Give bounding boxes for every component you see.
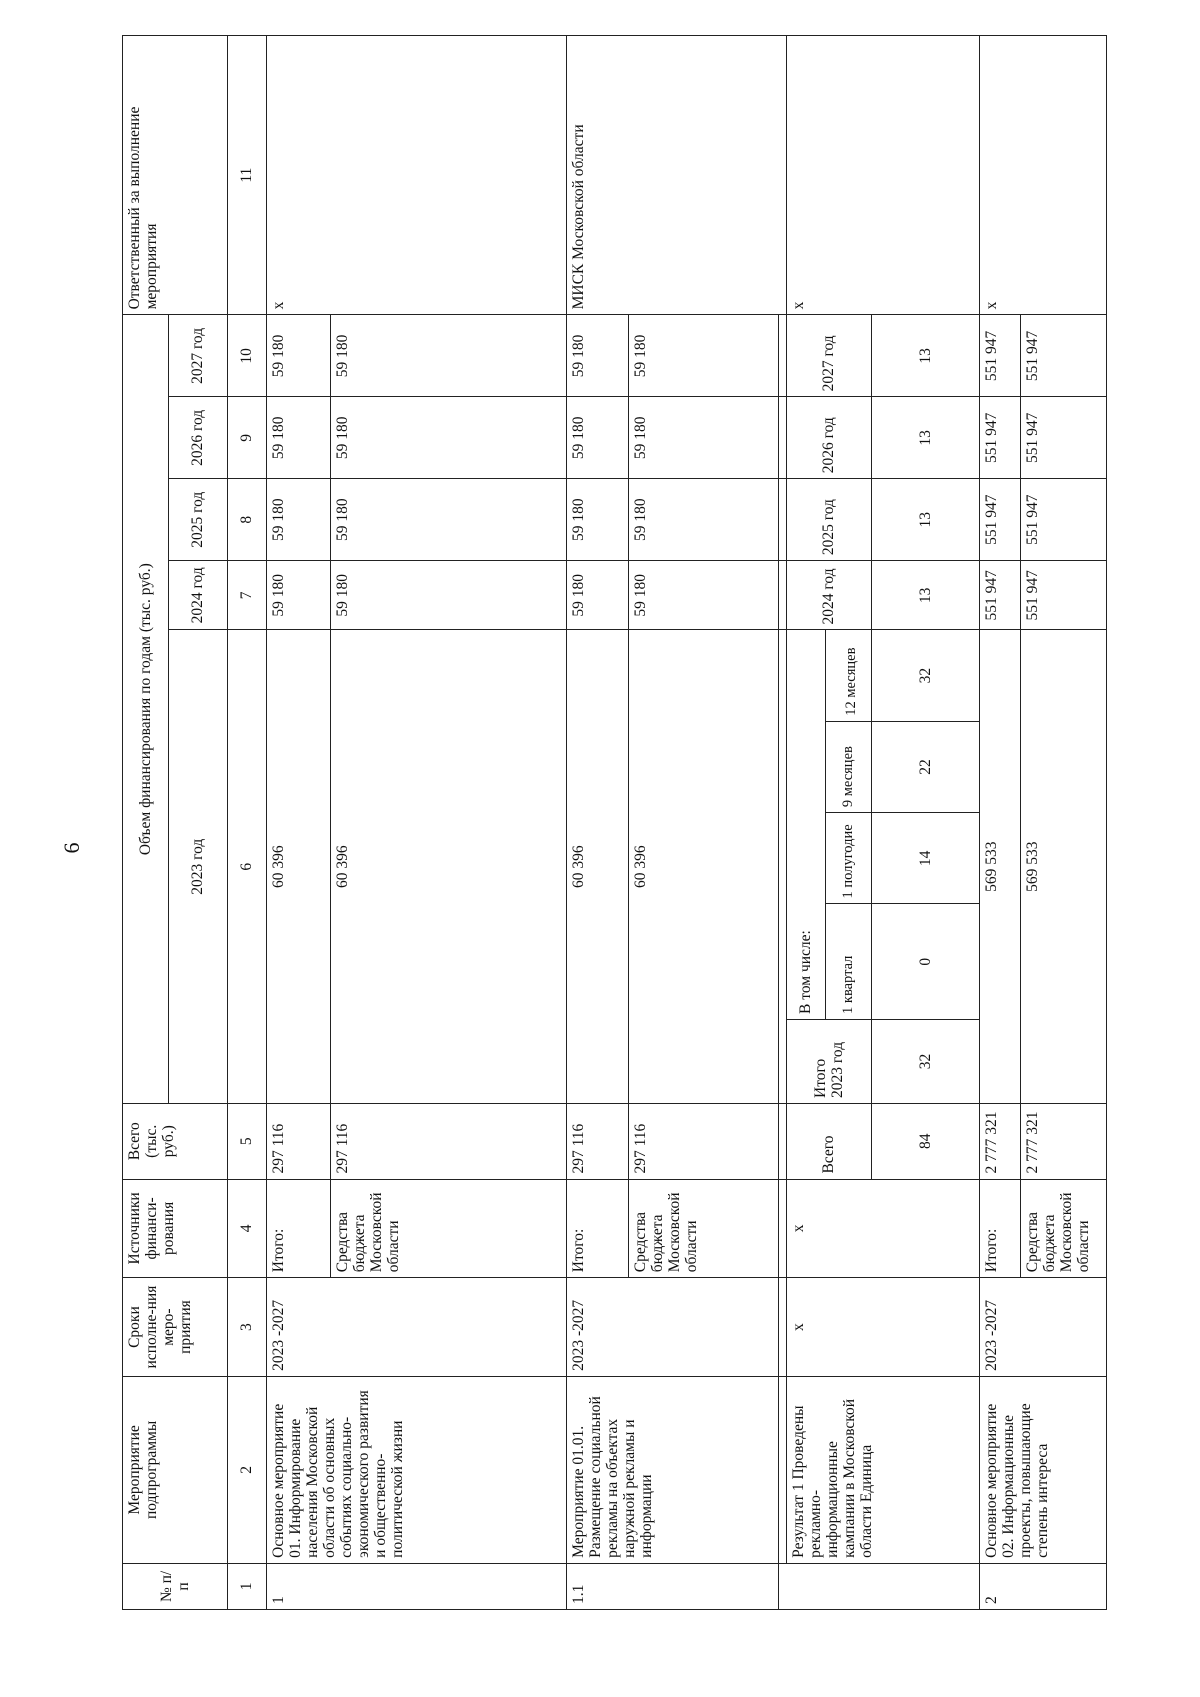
row2-2025: 551 947 xyxy=(980,479,1021,561)
row2-2027: 551 947 xyxy=(980,315,1021,397)
row11-responsible: МИСК Московской области xyxy=(566,36,786,315)
header-num: № п/п xyxy=(123,1563,228,1609)
header-2027: 2027 год xyxy=(168,315,227,397)
col-number: 9 xyxy=(227,397,266,479)
row11-2024: 59 180 xyxy=(566,561,629,630)
row11-spacer xyxy=(778,479,786,561)
result1-m12-top xyxy=(825,630,832,721)
row11-num: 1.1 xyxy=(566,1563,778,1609)
col-number: 1 xyxy=(227,1563,266,1609)
row1-budget-2024: 59 180 xyxy=(330,561,566,630)
result1-term: х xyxy=(786,1278,979,1377)
row11-budget-2026: 59 180 xyxy=(629,397,778,479)
result1-num xyxy=(786,1563,979,1609)
row2-budget-2026: 551 947 xyxy=(1021,397,1107,479)
row1-total: 297 116 xyxy=(266,1103,330,1179)
result1-incl-label: В том числе: xyxy=(786,630,825,1020)
row11-budget-2027: 59 180 xyxy=(629,315,778,397)
row1-2025: 59 180 xyxy=(266,479,330,561)
row11-budget-2025: 59 180 xyxy=(629,479,778,561)
row1-2026: 59 180 xyxy=(266,397,330,479)
row11-spacer xyxy=(778,1179,786,1278)
result1-src: х xyxy=(786,1179,979,1278)
result1-name: Результат 1 Проведены рекламно-информационные кампании в Московской области Единица xyxy=(786,1376,979,1563)
row2-src-total: Итого: xyxy=(980,1179,1021,1278)
col-number: 8 xyxy=(227,479,266,561)
result1-q1: 0 xyxy=(871,904,979,1019)
row11-total: 297 116 xyxy=(566,1103,629,1179)
row1-term: 2023 -2027 xyxy=(266,1278,566,1377)
row1-src-total: Итого: xyxy=(266,1179,330,1278)
row1-2027: 59 180 xyxy=(266,315,330,397)
row11-2025: 59 180 xyxy=(566,479,629,561)
result1-2025: 13 xyxy=(871,479,979,561)
row1-num: 1 xyxy=(266,1563,566,1609)
result1-2026-label: 2026 год xyxy=(786,397,871,479)
row11-spacer xyxy=(778,561,786,630)
result1-m9: 22 xyxy=(871,721,979,812)
result1-itogo: 32 xyxy=(871,1019,979,1103)
row2-budget-2023: 569 533 xyxy=(1021,630,1107,1104)
row1-name: Основное мероприятие 01. Информирование населения Московской области об основных событиях социально-экономического развития и общественно-политической жизни xyxy=(266,1376,566,1563)
col-number: 3 xyxy=(227,1278,266,1377)
col-number: 10 xyxy=(227,315,266,397)
row1-2024: 59 180 xyxy=(266,561,330,630)
result1-2024-label: 2024 год xyxy=(786,561,871,630)
row2-budget-2025: 551 947 xyxy=(1021,479,1107,561)
row2-budget-2027: 551 947 xyxy=(1021,315,1107,397)
row2-budget-2024: 551 947 xyxy=(1021,561,1107,630)
row2-src-budget: Средства бюджета Московской области xyxy=(1021,1179,1107,1278)
row11-budget-total: 297 116 xyxy=(629,1103,778,1179)
financing-table xyxy=(122,35,1107,1610)
row11-spacer xyxy=(778,1103,786,1179)
row11-2027: 59 180 xyxy=(566,315,629,397)
header-2023: 2023 год xyxy=(168,630,227,1104)
row2-name: Основное мероприятие 02. Информационные проекты, повышающие степень интереса xyxy=(980,1376,1107,1563)
header-measure: Мероприятие подпрограммы xyxy=(123,1376,228,1563)
row1-budget-2023: 60 396 xyxy=(330,630,566,1104)
row11-name: Мероприятие 01.01. Размещение социальной рекламы на объектах наружной рекламы и информации xyxy=(566,1376,778,1563)
row11-spacer xyxy=(778,1563,786,1609)
header-responsible: Ответственный за выполнение мероприятия xyxy=(123,36,228,315)
row11-budget-2023: 60 396 xyxy=(629,630,778,1104)
result1-2026: 13 xyxy=(871,397,979,479)
col-number: 5 xyxy=(227,1103,266,1179)
row11-src-budget: Средства бюджета Московской области xyxy=(629,1179,778,1278)
row1-responsible: х xyxy=(266,36,566,315)
result1-q1-label: 1 квартал xyxy=(825,904,871,1019)
result1-m12-label: 12 месяцев xyxy=(833,630,872,721)
header-2026: 2026 год xyxy=(168,397,227,479)
result1-m9-label: 9 месяцев xyxy=(825,721,871,812)
row1-budget-2027: 59 180 xyxy=(330,315,566,397)
row1-2023: 60 396 xyxy=(266,630,330,1104)
result1-m12: 32 xyxy=(871,630,979,721)
row11-src-total: Итого: xyxy=(566,1179,629,1278)
row11-spacer xyxy=(778,1278,786,1377)
row11-spacer xyxy=(778,630,786,1104)
result1-h1-label: 1 полугодие xyxy=(825,813,871,904)
header-volume: Объем финансирования по годам (тыс. руб.) xyxy=(123,315,169,1104)
row2-total: 2 777 321 xyxy=(980,1103,1021,1179)
row2-num: 2 xyxy=(980,1563,1107,1609)
result1-2024: 13 xyxy=(871,561,979,630)
col-number: 11 xyxy=(227,36,266,315)
result1-responsible: х xyxy=(786,36,979,315)
result1-h1: 14 xyxy=(871,813,979,904)
page-number: 6 xyxy=(59,842,84,854)
header-2025: 2025 год xyxy=(168,479,227,561)
result1-total-label: Всего xyxy=(786,1103,871,1179)
row2-term: 2023 -2027 xyxy=(980,1278,1107,1377)
row2-responsible: х xyxy=(980,36,1107,315)
col-number: 2 xyxy=(227,1376,266,1563)
header-total: Всего (тыс. руб.) xyxy=(123,1103,228,1179)
header-2024: 2024 год xyxy=(168,561,227,630)
col-number: 4 xyxy=(227,1179,266,1278)
row11-spacer xyxy=(778,315,786,397)
header-terms: Сроки исполне-ния меро-приятия xyxy=(123,1278,228,1377)
row11-budget-2024: 59 180 xyxy=(629,561,778,630)
result1-2027: 13 xyxy=(871,315,979,397)
result1-2027-label: 2027 год xyxy=(786,315,871,397)
row2-2023: 569 533 xyxy=(980,630,1021,1104)
row1-src-budget: Средства бюджета Московской области xyxy=(330,1179,566,1278)
result1-itogo-label: Итого 2023 год xyxy=(786,1019,871,1103)
row11-spacer xyxy=(778,397,786,479)
col-number: 7 xyxy=(227,561,266,630)
row2-2024: 551 947 xyxy=(980,561,1021,630)
result1-total: 84 xyxy=(871,1103,979,1179)
rotated-table-container xyxy=(122,35,1107,1610)
row11-term: 2023 -2027 xyxy=(566,1278,778,1377)
row1-budget-2025: 59 180 xyxy=(330,479,566,561)
row1-budget-total: 297 116 xyxy=(330,1103,566,1179)
result1-2025-label: 2025 год xyxy=(786,479,871,561)
col-number: 6 xyxy=(227,630,266,1104)
row11-2026: 59 180 xyxy=(566,397,629,479)
row2-2026: 551 947 xyxy=(980,397,1021,479)
header-sources: Источники финанси-рования xyxy=(123,1179,228,1278)
row11-spacer xyxy=(778,1376,786,1563)
row11-2023: 60 396 xyxy=(566,630,629,1104)
row2-budget-total: 2 777 321 xyxy=(1021,1103,1107,1179)
row1-budget-2026: 59 180 xyxy=(330,397,566,479)
